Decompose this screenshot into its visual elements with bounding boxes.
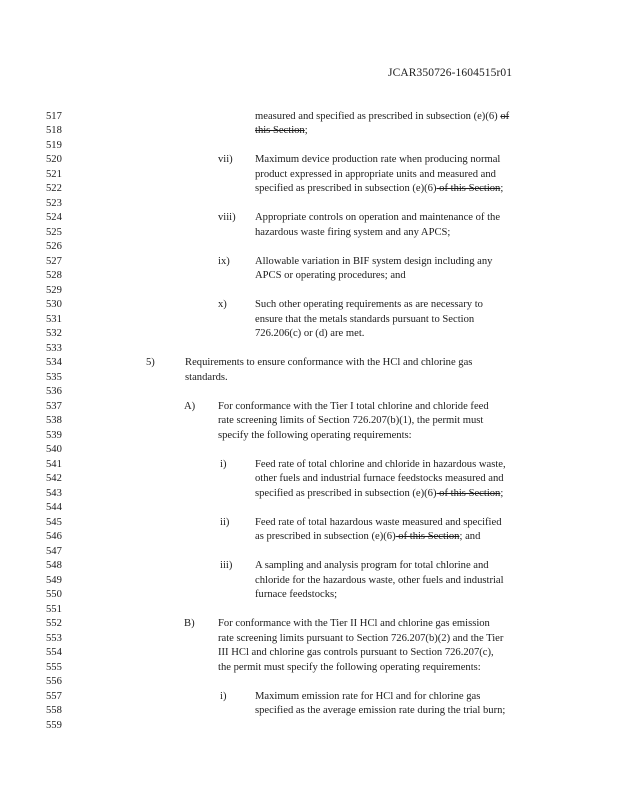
line-551 [0,604,625,616]
line-text [255,111,509,123]
item-label: ix) [218,255,230,267]
struck-text: of this Section [436,183,501,194]
text-segment: Maximum device production rate when producing normal [255,154,501,165]
line-number: 541 [46,458,62,470]
line-552 [0,618,625,630]
text-segment: Maximum emission rate for HCl and for chlorine gas [255,690,481,702]
line-527 [0,256,625,268]
line-520 [0,154,625,166]
line-text [185,372,228,384]
line-text [255,328,364,340]
line-number: 535 [46,371,62,383]
text-segment: ; [500,183,504,194]
line-text [255,531,480,543]
line-number: 532 [46,328,62,339]
line-522 [0,183,625,195]
line-number: 559 [46,719,62,731]
line-number: 517 [46,110,62,122]
line-number: 538 [46,415,62,426]
text-segment: ; [500,487,504,499]
text-segment: specified as the average emission rate during the trial burn; [255,705,506,716]
text-segment: furnace feedstocks; [255,589,338,600]
line-541 [0,459,625,471]
text-segment: For conformance with the Tier II HCl and chlorine gas emission [218,618,490,629]
text-segment: chloride for the hazardous waste, other fuels and industrial [255,574,504,586]
line-text [255,560,489,572]
line-text [255,125,308,137]
line-558 [0,705,625,717]
line-542 [0,473,625,485]
line-number: 558 [46,705,62,716]
line-number: 557 [46,690,62,702]
line-number: 524 [46,212,62,223]
line-text [255,256,492,268]
line-number: 525 [46,226,62,238]
text-segment: ; [304,125,308,136]
struck-text: this Section [255,125,305,136]
item-label: vii) [218,154,233,165]
line-text [255,270,406,282]
line-559 [0,720,625,732]
line-529 [0,285,625,297]
line-539 [0,430,625,442]
line-number: 529 [46,284,62,296]
line-535 [0,372,625,384]
text-segment: rate screening limits pursuant to Section 726.207(b)(2) and the Tier [218,632,504,644]
text-segment: specified as prescribed in subsection (e)(6) [255,487,437,499]
line-549 [0,575,625,587]
line-text [255,154,500,166]
struck-text: of [500,110,510,122]
text-segment: III HCl and chlorine gas controls pursuant to Section 726.207(c), [218,647,494,658]
line-521 [0,169,625,181]
text-segment: Requirements to ensure conformance with the HCl and chlorine gas [185,357,473,368]
line-number: 528 [46,270,62,281]
line-545 [0,517,625,529]
line-531 [0,314,625,326]
line-555 [0,662,625,674]
line-number: 539 [46,429,62,441]
text-segment: standards. [185,371,228,383]
text-segment: A sampling and analysis program for total chlorine and [255,560,489,571]
line-text [218,662,481,674]
line-text [255,589,337,601]
line-number: 519 [46,139,62,151]
line-538 [0,415,625,427]
line-text [255,183,503,195]
line-532 [0,328,625,340]
text-segment: ; and [459,531,481,542]
line-number: 555 [46,661,62,673]
item-label: ii) [220,516,230,528]
line-text [255,459,506,471]
line-text [255,227,450,239]
line-number: 540 [46,444,62,455]
line-number: 527 [46,255,62,267]
line-540 [0,444,625,456]
line-556 [0,676,625,688]
line-text [255,212,500,224]
line-547 [0,546,625,558]
text-segment: rate screening limits of Section 726.207(b)(1), the permit must [218,415,484,426]
line-text [255,488,503,500]
line-554 [0,647,625,659]
line-530 [0,299,625,311]
line-number: 531 [46,313,62,325]
line-text [255,691,480,703]
line-534 [0,357,625,369]
line-number: 542 [46,473,62,484]
line-519 [0,140,625,152]
line-number: 554 [46,647,62,658]
line-number: 544 [46,502,62,513]
line-528 [0,270,625,282]
line-518 [0,125,625,137]
line-text [255,299,483,311]
line-text [218,401,489,413]
line-number: 523 [46,197,62,209]
line-text [218,415,483,427]
line-536 [0,386,625,398]
item-label: i) [220,458,227,470]
line-537 [0,401,625,413]
line-number: 556 [46,676,62,687]
item-label: viii) [218,212,236,223]
line-number: 520 [46,154,62,165]
line-526 [0,241,625,253]
line-523 [0,198,625,210]
text-segment: specified as prescribed in subsection (e)(6) [255,183,437,194]
line-text [255,705,505,717]
line-number: 545 [46,516,62,528]
text-segment: ensure that the metals standards pursuant to Section [255,313,475,325]
line-number: 552 [46,618,62,629]
line-533 [0,343,625,355]
line-number: 546 [46,531,62,542]
text-segment: hazardous waste firing system and any APCS; [255,226,451,238]
item-label: i) [220,690,227,702]
line-number: 549 [46,574,62,586]
struck-text: of this Section [395,531,460,542]
line-number: 536 [46,386,62,397]
struck-text: of this Section [436,487,501,499]
line-number: 537 [46,400,62,412]
line-number: 543 [46,487,62,499]
line-text [218,647,494,659]
text-segment: product expressed in appropriate units and measured and [255,168,496,180]
text-segment: specify the following operating requirements: [218,429,412,441]
line-number: 550 [46,589,62,600]
line-text [218,430,412,442]
text-segment: Feed rate of total chlorine and chloride in hazardous waste, [255,458,506,470]
item-label: x) [218,299,227,310]
text-segment: Allowable variation in BIF system design including any [255,255,493,267]
text-segment: 726.206(c) or (d) are met. [255,328,365,339]
item-label: 5) [146,357,155,368]
line-number: 548 [46,560,62,571]
line-517 [0,111,625,123]
item-label: A) [184,400,196,412]
text-segment: For conformance with the Tier I total chlorine and chloride feed [218,400,489,412]
line-557 [0,691,625,703]
text-segment: the permit must specify the following operating requirements: [218,661,481,673]
line-text [255,473,504,485]
line-number: 521 [46,168,62,180]
document-id-header: JCAR350726-1604515r01 [388,67,513,79]
line-text [255,314,474,326]
line-553 [0,633,625,645]
line-546 [0,531,625,543]
line-550 [0,589,625,601]
line-number: 547 [46,545,62,557]
line-number: 522 [46,183,62,194]
line-number: 551 [46,603,62,615]
text-segment: Appropriate controls on operation and maintenance of the [255,212,501,223]
line-524 [0,212,625,224]
line-number: 534 [46,357,62,368]
line-text [255,517,502,529]
line-number: 518 [46,125,62,136]
text-segment: as prescribed in subsection (e)(6) [255,531,396,542]
line-text [218,633,503,645]
line-text [185,357,472,369]
item-label: iii) [220,560,233,571]
text-segment: other fuels and industrial furnace feedstocks measured and [255,473,504,484]
text-segment: APCS or operating procedures; and [255,270,406,281]
line-544 [0,502,625,514]
line-number: 526 [46,241,62,252]
line-number: 533 [46,342,62,354]
line-543 [0,488,625,500]
line-text [255,169,496,181]
item-label: B) [184,618,195,629]
text-segment: Feed rate of total hazardous waste measured and specified [255,516,502,528]
line-text [218,618,490,630]
line-number: 553 [46,632,62,644]
line-number: 530 [46,299,62,310]
line-548 [0,560,625,572]
text-segment: measured and specified as prescribed in subsection (e)(6) [255,110,501,122]
line-525 [0,227,625,239]
line-text [255,575,504,587]
text-segment: Such other operating requirements as are necessary to [255,299,483,310]
